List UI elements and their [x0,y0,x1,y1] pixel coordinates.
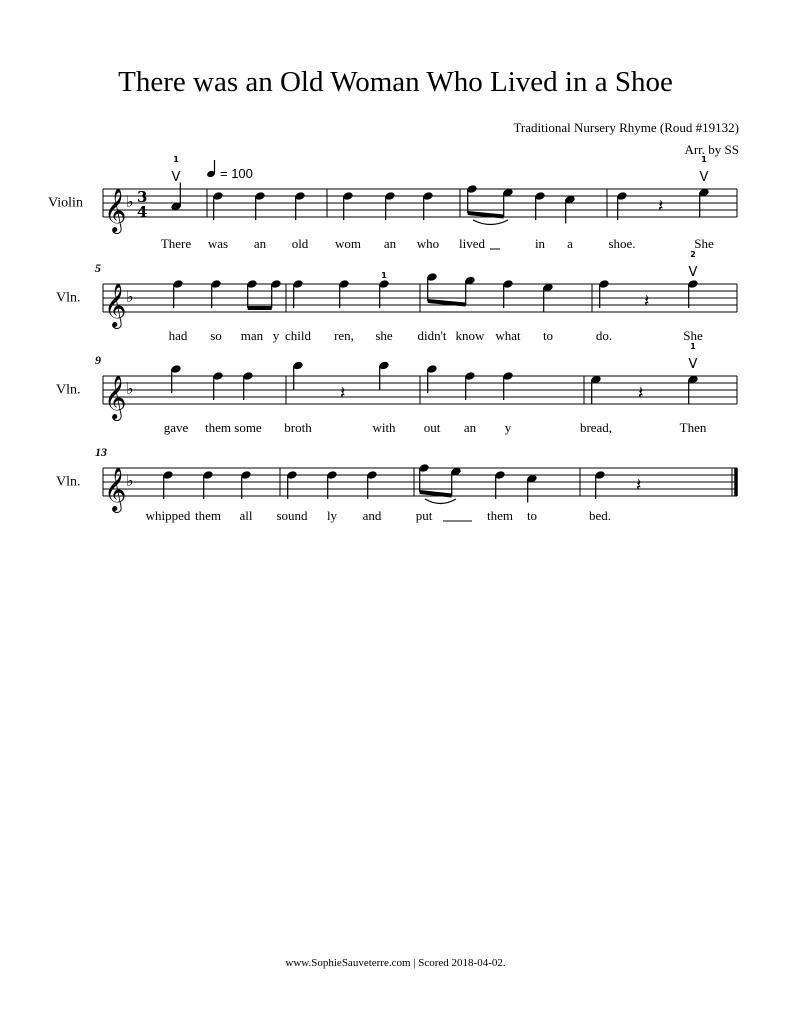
page-title: There was an Old Woman Who Lived in a Shoe [118,66,673,98]
fingering-number: 1 [381,271,387,280]
lyric-syllable: do. [595,328,613,343]
instrument-label: Vln. [56,382,81,398]
lyric-syllable: to [542,328,554,343]
lyric-syllable: didn't [417,328,447,343]
footer: www.SophieSauveterre.com | Scored 2018-04-02. [285,957,506,969]
tempo-marking: = 100 [220,166,253,181]
quarter-rest: 𝄽 [340,383,346,404]
treble-clef-icon: 𝄞 [104,283,127,327]
lyric-syllable: broth [284,420,312,435]
lyric-syllable: them [205,420,231,435]
lyric-syllable: some [234,420,262,435]
lyric-syllable: Then [679,420,707,435]
lyric-syllable: all [239,508,253,523]
lyric-syllable: ren, [334,328,354,343]
lyric-syllable: she [375,328,393,343]
arranger-credit: Arr. by SS [684,142,739,157]
quarter-rest: 𝄽 [638,383,644,404]
instrument-label: Vln. [56,474,81,490]
eighth-beam [468,213,504,217]
lyric-syllable: with [372,420,396,435]
lyric-syllable: out [423,420,441,435]
slur [473,220,508,225]
lyric-syllable: to [526,508,538,523]
lyric-syllable: them [487,508,513,523]
quarter-rest: 𝄽 [644,291,650,312]
quarter-rest: 𝄽 [636,475,642,496]
lyric-syllable: them [195,508,221,523]
lyric-syllable: an [253,236,267,251]
lyric-syllable: put [415,508,433,523]
slur [425,499,456,504]
lyric-syllable: who [416,236,440,251]
lyric-syllable: wom [335,236,361,251]
lyric-syllable: child [285,328,311,343]
lyric-syllable: in [534,236,546,251]
measure-number: 9 [95,353,101,367]
fingering-number: 1 [173,155,179,164]
flat-sign: ♭ [126,379,134,398]
lyric-syllable: a [567,236,573,251]
up-bow-icon: V [688,265,698,280]
lyric-syllable: an [383,236,397,251]
eighth-beam [428,301,466,305]
lyric-syllable: y [504,420,512,435]
lyric-syllable: what [495,328,521,343]
lyric-syllable: She [683,328,703,343]
lyric-syllable: bed. [588,508,612,523]
lyric-syllable: had [168,328,188,343]
lyric-syllable: shoe. [608,236,636,251]
lyric-syllable: was [207,236,229,251]
eighth-beam [420,492,452,496]
treble-clef-icon: 𝄞 [104,467,127,511]
lyric-syllable: and [362,508,382,523]
instrument-label: Vln. [56,290,81,306]
instrument-label: Violin [48,195,83,211]
lyric-syllable: She [694,236,714,251]
time-signature-bottom: 4 [137,203,148,221]
up-bow-icon: V [171,170,181,185]
flat-sign: ♭ [126,192,134,211]
lyric-syllable: ly [326,508,338,523]
lyric-syllable: lived [459,236,485,251]
lyric-syllable: man [240,328,264,343]
treble-clef-icon: 𝄞 [104,188,127,232]
fingering-number: 1 [690,342,696,351]
flat-sign: ♭ [126,287,134,306]
measure-number: 13 [95,445,107,459]
lyric-syllable: whipped [145,508,191,523]
composer-credit: Traditional Nursery Rhyme (Roud #19132) [513,120,739,135]
lyric-syllable: so [210,328,222,343]
lyric-syllable: sound [276,508,308,523]
lyric-syllable: gave [163,420,189,435]
up-bow-icon: V [699,170,709,185]
lyric-syllable: bread, [579,420,613,435]
lyric-syllable: old [291,236,309,251]
lyric-syllable: There [160,236,192,251]
lyric-syllable: know [455,328,485,343]
fingering-number: 2 [690,250,696,259]
lyric-syllable: y [272,328,280,343]
measure-number: 5 [95,261,101,275]
fingering-number: 1 [701,155,707,164]
time-signature-top: 3 [137,188,148,206]
lyric-syllable: an [463,420,477,435]
quarter-rest: 𝄽 [658,196,664,217]
treble-clef-icon: 𝄞 [104,375,127,419]
up-bow-icon: V [688,357,698,372]
flat-sign: ♭ [126,471,134,490]
